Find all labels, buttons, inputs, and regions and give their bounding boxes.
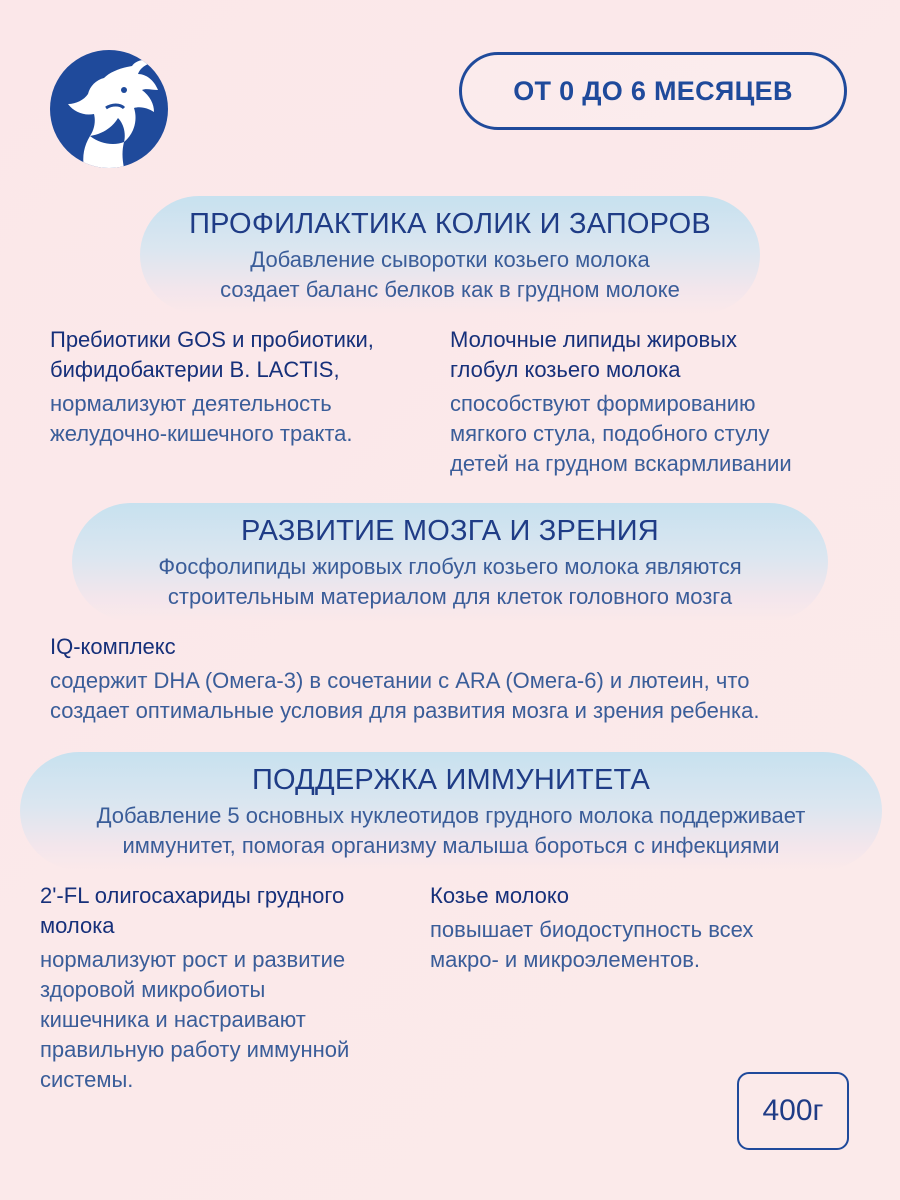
benefit-text: здоровой микробиоты bbox=[40, 977, 266, 1002]
benefit-text: правильную работу иммунной bbox=[40, 1037, 350, 1062]
section-text-line: Добавление сыворотки козьего молока bbox=[250, 247, 650, 272]
section-title: РАЗВИТИЕ МОЗГА И ЗРЕНИЯ bbox=[241, 515, 659, 547]
benefit-text: системы. bbox=[40, 1067, 134, 1092]
benefit-column bbox=[50, 632, 870, 726]
benefit-text: мягкого стула, подобного стулу bbox=[450, 421, 770, 446]
section-text-line: Фосфолипиды жировых глобул козьего молока являются bbox=[158, 554, 742, 579]
benefit-text: нормализуют деятельность bbox=[50, 391, 332, 416]
benefit-text: создает оптимальные условия для развития мозга и зрения ребенка. bbox=[50, 698, 760, 723]
section-text-line: иммунитет, помогая организму малыша бороться с инфекциями bbox=[122, 833, 780, 858]
section-banner-colic bbox=[140, 196, 760, 314]
section-text-line: Добавление 5 основных нуклеотидов грудного молока поддерживает bbox=[96, 803, 806, 828]
benefit-column bbox=[430, 881, 850, 975]
benefit-heading: IQ-комплекс bbox=[50, 634, 176, 659]
section-text-line: создает баланс белков как в грудном молоке bbox=[220, 277, 680, 302]
benefit-text: детей на грудном вскармливании bbox=[450, 451, 792, 476]
benefit-text: нормализуют рост и развитие bbox=[40, 947, 346, 972]
brand-logo bbox=[50, 50, 168, 168]
benefit-text: желудочно-кишечного тракта. bbox=[50, 421, 353, 446]
section-banner-immunity bbox=[20, 752, 882, 870]
section-banner-brain bbox=[72, 503, 828, 621]
section-text-line: строительным материалом для клеток головного мозга bbox=[167, 584, 733, 609]
benefit-text: способствуют формированию bbox=[450, 391, 756, 416]
age-range-badge: ОТ 0 ДО 6 МЕСЯЦЕВ bbox=[459, 52, 847, 130]
benefit-heading: молока bbox=[40, 913, 115, 938]
goat-icon bbox=[50, 50, 168, 168]
benefit-heading: глобул козьего молока bbox=[450, 357, 681, 382]
benefit-heading: Пребиотики GOS и пробиотики, bbox=[50, 327, 374, 352]
benefit-column bbox=[450, 325, 870, 479]
benefit-heading: бифидобактерии B. LACTIS, bbox=[50, 357, 340, 382]
section-title: ПОДДЕРЖКА ИММУНИТЕТА bbox=[252, 764, 650, 796]
net-weight-badge: 400г bbox=[737, 1072, 849, 1150]
benefit-column bbox=[40, 881, 420, 1095]
benefit-text: макро- и микроэлементов. bbox=[430, 947, 700, 972]
benefit-heading: Козье молоко bbox=[430, 883, 570, 908]
benefit-heading: Молочные липиды жировых bbox=[450, 327, 737, 352]
benefit-text: повышает биодоступность всех bbox=[430, 917, 754, 942]
benefit-text: кишечника и настраивают bbox=[40, 1007, 306, 1032]
benefit-heading: 2'-FL олигосахариды грудного bbox=[40, 883, 345, 908]
section-title: ПРОФИЛАКТИКА КОЛИК И ЗАПОРОВ bbox=[189, 208, 711, 240]
benefit-column bbox=[50, 325, 440, 449]
benefit-text: содержит DHA (Омега-3) в сочетании с ARA (Омега-6) и лютеин, что bbox=[50, 668, 750, 693]
